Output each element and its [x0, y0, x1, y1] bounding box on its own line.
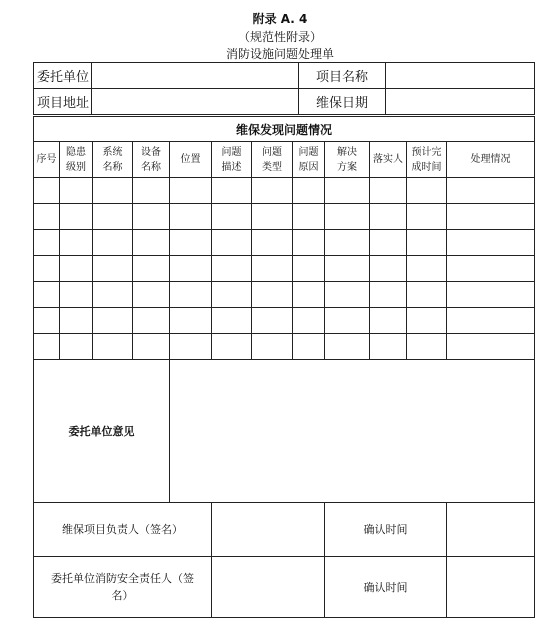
col-handling: 处理情况 — [447, 142, 535, 178]
table-row — [34, 178, 535, 204]
project-name-label: 项目名称 — [299, 63, 386, 89]
project-address-field[interactable] — [92, 89, 299, 115]
normative-label: （规范性附录） — [237, 30, 322, 44]
table-row — [34, 334, 535, 360]
info-table — [33, 62, 535, 115]
maintenance-lead-signature-label: 维保项目负责人（签名） — [34, 503, 212, 557]
client-fire-safety-signature-field[interactable] — [212, 557, 325, 618]
confirm-time-label-1: 确认时间 — [325, 503, 447, 557]
form-title: 消防设施问题处理单 — [225, 47, 334, 61]
confirm-time-label-2: 确认时间 — [325, 557, 447, 618]
col-seq: 序号 — [34, 142, 60, 178]
client-opinion-label: 委托单位意见 — [34, 360, 170, 503]
client-fire-safety-signature-label: 委托单位消防安全责任人（签 名） — [34, 557, 212, 618]
table-row — [34, 308, 535, 334]
col-position: 位置 — [170, 142, 212, 178]
col-hazard-level: 隐患 级别 — [60, 142, 93, 178]
appendix-label: 附录 A. 4 — [252, 12, 308, 26]
table-row — [34, 204, 535, 230]
col-responsible: 落实人 — [370, 142, 407, 178]
client-unit-label: 委托单位 — [34, 63, 92, 89]
confirm-time-field-2[interactable] — [447, 557, 535, 618]
confirm-time-field-1[interactable] — [447, 503, 535, 557]
maintenance-lead-signature-field[interactable] — [212, 503, 325, 557]
col-system-name: 系统 名称 — [93, 142, 133, 178]
table-row — [34, 230, 535, 256]
col-solution: 解决 方案 — [325, 142, 370, 178]
col-problem-cause: 问题 原因 — [293, 142, 325, 178]
section-title: 维保发现问题情况 — [34, 117, 535, 142]
maintenance-date-field[interactable] — [386, 89, 535, 115]
client-unit-field[interactable] — [92, 63, 299, 89]
client-opinion-field[interactable] — [170, 360, 535, 503]
table-row — [34, 256, 535, 282]
maintenance-date-label: 维保日期 — [299, 89, 386, 115]
project-name-field[interactable] — [386, 63, 535, 89]
col-problem-type: 问题 类型 — [252, 142, 293, 178]
col-equipment-name: 设备 名称 — [133, 142, 170, 178]
project-address-label: 项目地址 — [34, 89, 92, 115]
problem-table — [33, 116, 535, 618]
col-expected-time: 预计完 成时间 — [407, 142, 447, 178]
table-row — [34, 282, 535, 308]
col-problem-desc: 问题 描述 — [212, 142, 252, 178]
